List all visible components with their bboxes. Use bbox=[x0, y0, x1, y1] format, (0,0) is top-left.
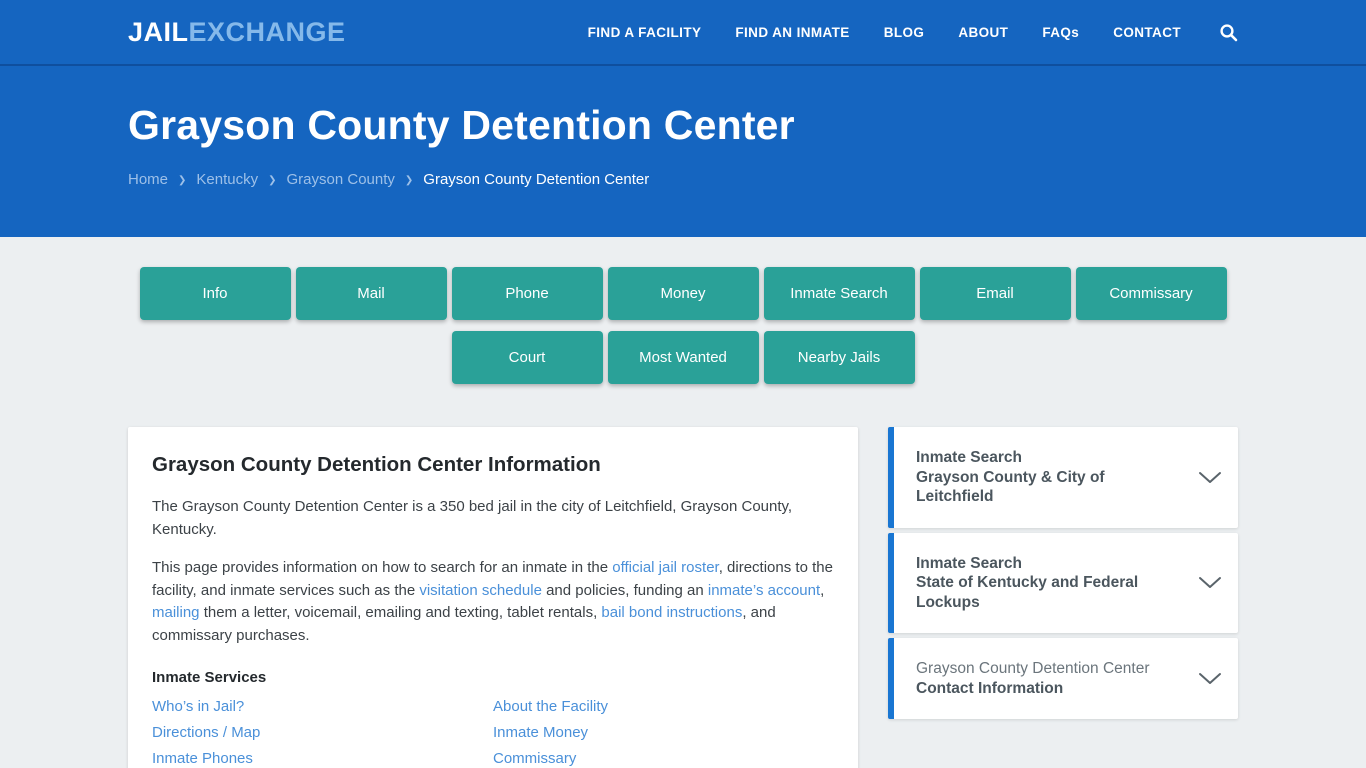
services-column-1 bbox=[152, 694, 493, 768]
inline-link[interactable]: visitation schedule bbox=[419, 581, 542, 599]
accordion-subtitle: Grayson County & City of Leitchfield bbox=[916, 468, 1105, 505]
inmate-services-heading: Inmate Services bbox=[152, 669, 267, 686]
money-button[interactable]: Money bbox=[608, 267, 759, 320]
logo-jail: JAIL bbox=[128, 16, 189, 47]
list-item bbox=[493, 720, 834, 746]
page-title: Grayson County Detention Center bbox=[128, 102, 795, 148]
logo-exchange: EXCHANGE bbox=[188, 16, 346, 47]
hero-section bbox=[0, 66, 1366, 237]
services-paragraph: This page provides information on how to search for an inmate in the official jail roster, directions to the facility, and inmate services such as the visitation schedule and policies, funding an inmate’s account, mailing them a letter, voicemail, emailing and texting, tablet rentals, bail bond instructions, and commissary purchases. bbox=[152, 559, 833, 644]
quick-buttons bbox=[0, 267, 1366, 384]
intro-paragraph: The Grayson County Detention Center is a 350 bed jail in the city of Leitchfield, Grayson County, Kentucky. bbox=[152, 498, 793, 538]
chevron-right-icon: ❯ bbox=[268, 174, 277, 186]
accordion-title: Inmate Search bbox=[916, 449, 1022, 466]
inline-link[interactable]: bail bond instructions bbox=[601, 604, 743, 621]
main-nav bbox=[588, 23, 1238, 42]
list-item bbox=[493, 746, 834, 768]
inmate-search-button[interactable]: Inmate Search bbox=[764, 267, 915, 320]
list-item bbox=[152, 694, 493, 720]
inline-link[interactable]: mailing bbox=[152, 604, 200, 621]
list-item bbox=[493, 694, 834, 720]
inmate-phones-link[interactable]: Inmate Phones bbox=[152, 750, 253, 767]
inmate-money-link[interactable]: Inmate Money bbox=[493, 724, 589, 741]
court-button[interactable]: Court bbox=[452, 331, 603, 384]
nearby-jails-button[interactable]: Nearby Jails bbox=[764, 331, 915, 384]
breadcrumb bbox=[128, 171, 1238, 188]
logo[interactable] bbox=[128, 17, 346, 48]
breadcrumb-kentucky[interactable]: Kentucky bbox=[196, 171, 259, 188]
top-nav bbox=[0, 0, 1366, 66]
accordion-inmate-search-state[interactable] bbox=[888, 533, 1238, 634]
content-area bbox=[128, 427, 1238, 768]
card-heading: Grayson County Detention Center Information bbox=[152, 453, 601, 476]
list-item bbox=[152, 720, 493, 746]
email-button[interactable]: Email bbox=[920, 267, 1071, 320]
accordion-subtitle: State of Kentucky and Federal Lockups bbox=[916, 574, 1139, 611]
inmate-services-links bbox=[152, 694, 834, 768]
phone-button[interactable]: Phone bbox=[452, 267, 603, 320]
commissary-link[interactable]: Commissary bbox=[493, 750, 577, 767]
list-item bbox=[152, 746, 493, 768]
breadcrumb-current: Grayson County Detention Center bbox=[423, 171, 650, 188]
inline-link[interactable]: inmate’s account bbox=[707, 581, 821, 599]
mail-button[interactable]: Mail bbox=[296, 267, 447, 320]
accordion-contact-information[interactable] bbox=[888, 638, 1238, 719]
most-wanted-button[interactable]: Most Wanted bbox=[608, 331, 759, 384]
accordion-title: Inmate Search bbox=[916, 554, 1022, 572]
nav-about[interactable]: ABOUT bbox=[958, 24, 1009, 40]
breadcrumb-grayson-county[interactable]: Grayson County bbox=[286, 171, 395, 188]
nav-contact[interactable]: CONTACT bbox=[1113, 24, 1181, 40]
chevron-down-icon bbox=[1198, 672, 1222, 685]
info-button[interactable]: Info bbox=[140, 267, 291, 320]
accordion-title: Grayson County Detention Center bbox=[916, 660, 1150, 677]
accordion-inmate-search-county[interactable] bbox=[888, 427, 1238, 528]
quick-buttons-row-1 bbox=[0, 267, 1366, 320]
directions-map-link[interactable]: Directions / Map bbox=[152, 724, 261, 741]
whos-in-jail-link[interactable]: Who’s in Jail? bbox=[152, 698, 245, 715]
chevron-right-icon: ❯ bbox=[404, 174, 414, 186]
chevron-down-icon bbox=[1198, 576, 1222, 589]
nav-blog[interactable]: BLOG bbox=[883, 24, 925, 40]
breadcrumb-home[interactable]: Home bbox=[128, 171, 169, 188]
nav-find-a-facility[interactable]: FIND A FACILITY bbox=[587, 24, 702, 40]
quick-buttons-row-2 bbox=[0, 331, 1366, 384]
chevron-down-icon bbox=[1198, 471, 1222, 484]
about-facility-link[interactable]: About the Facility bbox=[493, 698, 609, 715]
chevron-right-icon: ❯ bbox=[178, 174, 187, 186]
commissary-button[interactable]: Commissary bbox=[1076, 267, 1227, 320]
services-column-2 bbox=[493, 694, 834, 768]
facility-info-card bbox=[128, 427, 858, 768]
search-icon[interactable] bbox=[1219, 23, 1238, 42]
inline-link[interactable]: official jail roster bbox=[612, 559, 719, 576]
accordion-subtitle: Contact Information bbox=[916, 679, 1064, 697]
nav-faqs[interactable]: FAQs bbox=[1042, 24, 1080, 40]
sidebar bbox=[888, 427, 1238, 719]
nav-find-an-inmate[interactable]: FIND AN INMATE bbox=[735, 24, 850, 40]
